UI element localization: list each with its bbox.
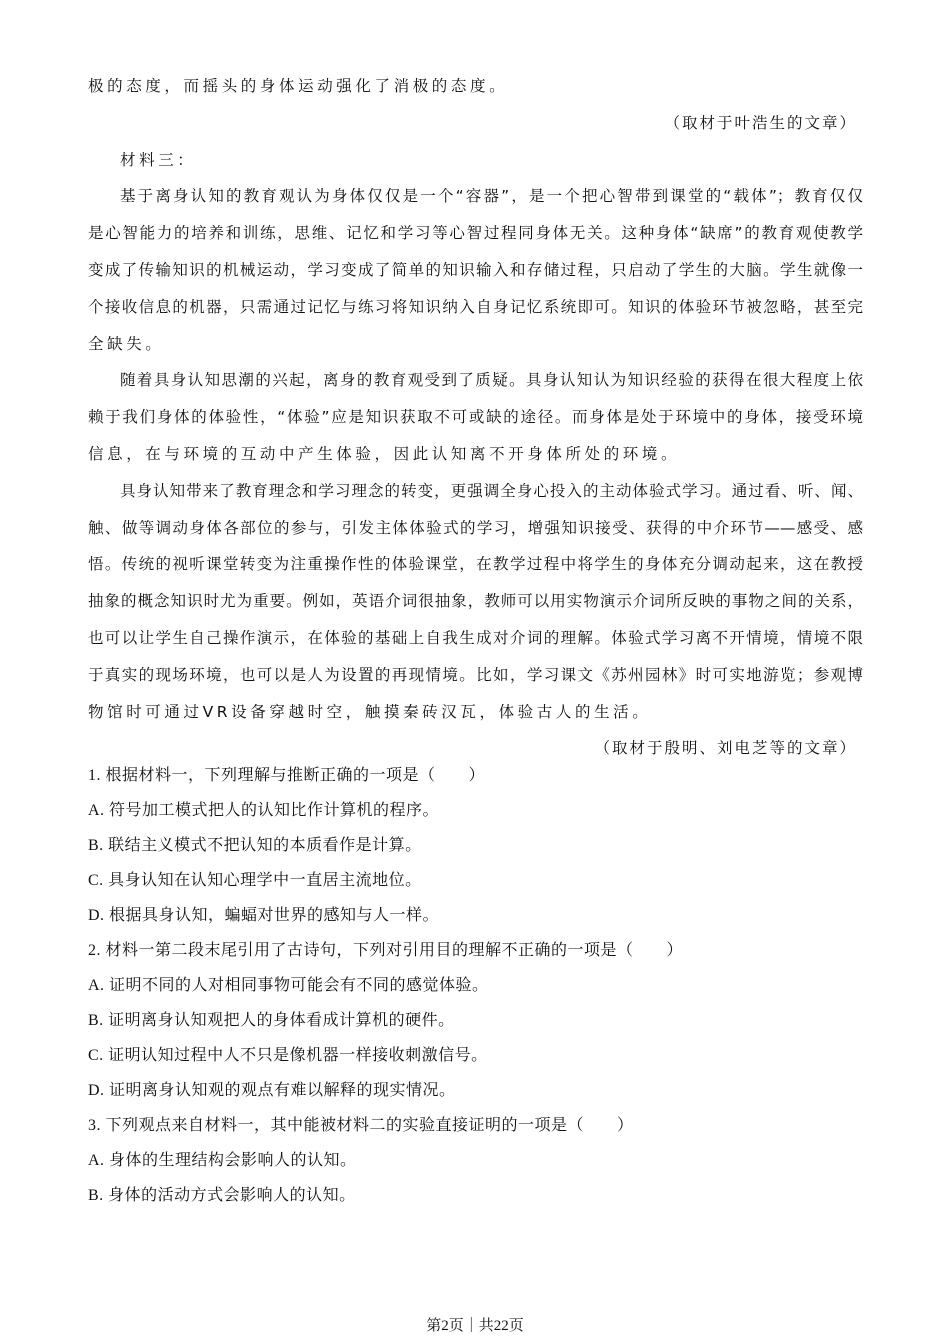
option: D. 证明离身认知观的观点有难以解释的现实情况。: [88, 1082, 456, 1099]
option: A. 符号加工模式把人的认知比作计算机的程序。: [88, 802, 440, 819]
option: B. 证明离身认知观把人的身体看成计算机的硬件。: [88, 1012, 455, 1029]
option: C. 具身认知在认知心理学中一直居主流地位。: [88, 872, 422, 889]
text-line: 随着具身认知思潮的兴起，离身的教育观受到了质疑。具身认知认为知识经验的获得在很大程度上依: [120, 371, 863, 390]
option: B. 联结主义模式不把认知的本质看作是计算。: [88, 837, 422, 854]
text-line: 触、做等调动身体各部位的参与，引发主体体验式的学习，增强知识接受、获得的中介环节——感受、感: [88, 518, 863, 537]
option: A. 证明不同的人对相同事物可能会有不同的感觉体验。: [88, 977, 489, 994]
text-line: 于真实的现场环境，也可以是人为设置的再现情境。比如，学习课文《苏州园林》时可实地游览；参观博: [88, 665, 863, 684]
question-stem: 3. 下列观点来自材料一，其中能被材料二的实验直接证明的一项是（ ）: [88, 1117, 634, 1134]
option: D. 根据具身认知，蝙蝠对世界的感知与人一样。: [88, 907, 440, 924]
option: A. 身体的生理结构会影响人的认知。: [88, 1152, 357, 1169]
source-citation: （取材于叶浩生的文章）: [664, 113, 857, 132]
option: C. 证明认知过程中人不只是像机器一样接收刺激信号。: [88, 1047, 488, 1064]
option: B. 身体的活动方式会影响人的认知。: [88, 1187, 356, 1204]
source-citation: （取材于殷明、刘电芝等的文章）: [594, 739, 857, 758]
text-line: 信息，在与环境的互动中产生体验，因此认知离不开身体所处的环境。: [88, 444, 681, 463]
text-line: 物馆时可通过VR设备穿越时空，触摸秦砖汉瓦，体验古人的生活。: [88, 702, 652, 721]
question-stem: 2. 材料一第二段末尾引用了古诗句，下列对引用目的理解不正确的一项是（ ）: [88, 942, 684, 959]
text-line: 极的态度，而摇头的身体运动强化了消极的态度。: [88, 77, 509, 95]
material-heading: 材料三：: [120, 150, 197, 169]
text-line: 具身认知带来了教育理念和学习理念的转变，更强调全身心投入的主动体验式学习。通过看、听、闻、: [120, 481, 863, 500]
question-stem: 1. 根据材料一，下列理解与推断正确的一项是（ ）: [88, 767, 486, 784]
text-line: 基于离身认知的教育观认为身体仅仅是一个“容器”，是一个把心智带到课堂的“载体”；教育仅仅: [120, 187, 863, 206]
text-line: 抽象的概念知识时尤为重要。例如，英语介词很抽象，教师可以用实物演示介词所反映的事物之间的关系，: [88, 592, 863, 611]
text-line: 赖于我们身体的体验性，“体验”应是知识获取不可或缺的途径。而身体是处于环境中的身体，接受环境: [88, 408, 863, 427]
questions: [88, 758, 863, 1213]
text-line: 悟。传统的视听课堂转变为注重操作性的体验课堂，在教学过程中将学生的身体充分调动起来，这在教授: [88, 555, 863, 574]
text-line: 是心智能力的培养和训练，思维、记忆和学习等心智过程同身体无关。这种身体“缺席”的教育观使教学: [88, 224, 863, 243]
page-footer: 第2页｜共22页: [426, 1318, 524, 1334]
text-line: 变成了传输知识的机械运动，学习变成了简单的知识输入和存储过程，只启动了学生的大脑。学生就像一: [88, 260, 863, 279]
text-line: 全缺失。: [88, 334, 165, 353]
text-line: 个接收信息的机器，只需通过记忆与练习将知识纳入自身记忆系统即可。知识的体验环节被忽略，甚至完: [88, 297, 863, 316]
passage: [88, 68, 863, 767]
text-line: 也可以让学生自己操作演示，在体验的基础上自我生成对介词的理解。体验式学习离不开情境，情境不限: [88, 628, 863, 647]
